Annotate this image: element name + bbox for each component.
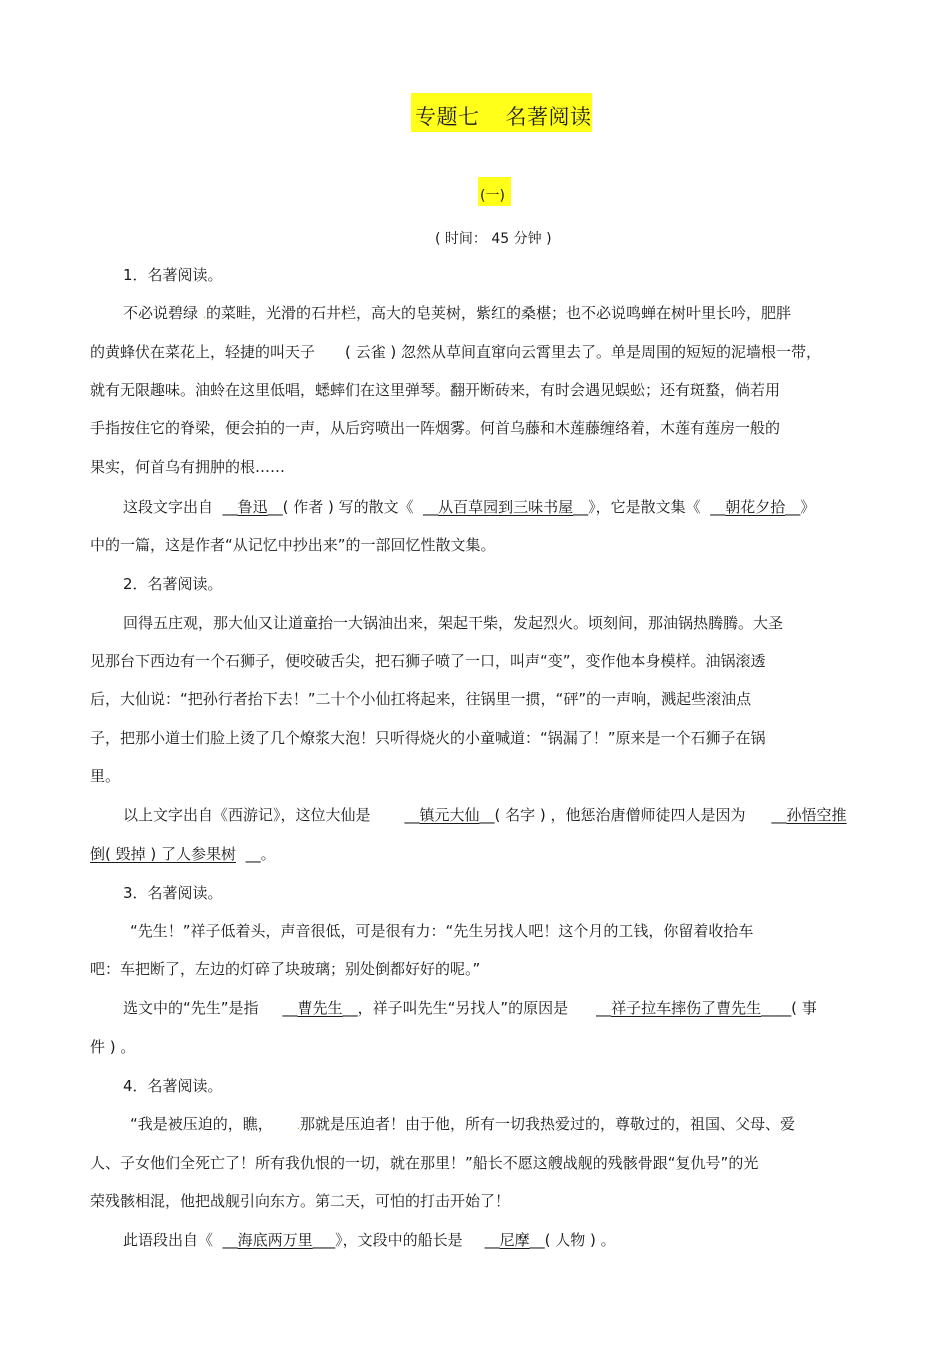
- emphasis-mark: .: [296, 1121, 300, 1132]
- q2-passage-line: 里。: [90, 767, 121, 785]
- q1-essay-tail: __》，它是散文集《: [573, 498, 701, 516]
- q2-answer-reason-1: 孙悟空推: [786, 806, 847, 824]
- q2-answer-reason-2: 倒( 毁掉 ) 了人参果树: [90, 845, 237, 863]
- q3-passage-line: “先生！”祥子低着头，声音很低，可是很有力：“先生另找人吧！这个月的工钱，你留着收拾车: [130, 922, 754, 940]
- q2-answer-line2: [90, 843, 276, 864]
- page-title: [415, 101, 592, 131]
- blank-lead: __: [222, 1231, 238, 1249]
- q3-person-tail: __，祥子叫先生“另找人”的原因是: [342, 999, 569, 1017]
- q4-answer-line: [123, 1229, 616, 1250]
- q1-line1-start: 不必说碧绿: [123, 304, 199, 322]
- q4-captain-tail: __( 人物 ) 。: [529, 1231, 616, 1249]
- q3-answer-line: [123, 997, 817, 1018]
- time-note: ( 时间： 45 分钟 ): [435, 231, 552, 247]
- q3-answer-person: 曹先生: [297, 999, 343, 1017]
- q1-answer-line: [123, 496, 815, 517]
- q1-heading: 1．名著阅读。: [123, 266, 223, 284]
- q2-answer-prefix: 以上文字出自《西游记》，这位大仙是: [123, 806, 371, 824]
- blank-lead: __: [596, 999, 612, 1017]
- q1-answer-line2: 中的一篇，这是作者“从记忆中抄出来”的一部回忆性散文集。: [90, 536, 496, 554]
- q3-answer-event: 祥子拉车摔伤了曹先生: [611, 999, 762, 1017]
- q1-passage-line: [123, 302, 791, 323]
- q2-passage-line: 后，大仙说：“把孙行者抬下去！”二十个小仙扛将起来，往锅里一掼，“砰”的一声响，溅起些滚油点: [90, 690, 752, 708]
- q4-heading: 4．名著阅读。: [123, 1077, 223, 1095]
- q4-passage-line: [130, 1113, 795, 1134]
- q3-answer-prefix: 选文中的“先生”是指: [123, 999, 259, 1017]
- blank-lead: __: [282, 999, 298, 1017]
- q1-line1-rest: 的菜畦，光滑的石井栏，高大的皂荚树，紫红的桑椹；也不必说鸣蝉在树叶里长吟，肥胖: [205, 304, 791, 322]
- q1-passage-line: 就有无限趣味。油蛉在这里低唱，蟋蟀们在这里弹琴。翻开断砖来，有时会遇见蜈蚣；还有斑蝥，倘若用: [90, 381, 781, 399]
- q3-passage-line: 吧：车把断了，左边的灯碎了块玻璃；别处倒都好好的呢。”: [90, 960, 481, 978]
- q3-answer-line2: 件 ) 。: [90, 1038, 136, 1056]
- q2-immortal-tail: __( 名字 ) ，他惩治唐僧师徒四人是因为: [479, 806, 746, 824]
- emphasis-mark: .: [202, 310, 206, 321]
- q3-event-tail: ____( 事: [761, 999, 817, 1017]
- q1-line2-start: 的黄蜂伏在菜花上，轻捷的叫天子: [90, 343, 316, 361]
- blank-lead: __: [484, 1231, 500, 1249]
- q2-heading: 2．名著阅读。: [123, 575, 223, 593]
- q1-author-tail: __( 作者 ) 写的散文《: [267, 498, 414, 516]
- blank-lead: __: [404, 806, 420, 824]
- q1-answer-essay: 从百草园到三味书屋: [438, 498, 574, 516]
- q1-answer-collection: 朝花夕拾: [725, 498, 786, 516]
- q3-heading: 3．名著阅读。: [123, 884, 223, 902]
- q2-answer-immortal: 镇元大仙: [419, 806, 480, 824]
- q4-book-tail: ___》，文段中的船长是: [312, 1231, 463, 1249]
- blank-lead: __: [423, 498, 439, 516]
- q2-passage-line: 回得五庄观，那大仙又让道童抬一大锅油出来，架起干柴，发起烈火。顷刻间，那油锅热腾腾。大圣: [123, 614, 784, 632]
- q4-passage-line: 荣残骸相混，他把战舰引向东方。第二天，可怕的打击开始了！: [90, 1192, 511, 1210]
- blank-lead: __: [771, 806, 787, 824]
- blank-lead: __: [222, 498, 238, 516]
- q4-line1-start: “我是被压迫的，瞧，: [130, 1115, 273, 1133]
- q4-answer-book: 海底两万里: [237, 1231, 313, 1249]
- q2-passage-line: 见那台下西边有一个石狮子，便咬破舌尖，把石狮子喷了一口，叫声“变”，变作他本身模样。油锅滚透: [90, 652, 766, 670]
- q4-line1-end: 那就是压迫者！由于他，所有一切我热爱过的，尊敬过的，祖国、父母、爱: [299, 1115, 795, 1133]
- section-label: (一): [480, 188, 505, 204]
- q1-passage-line: 手指按住它的脊梁，便会拍的一声，从后窍喷出一阵烟雾。何首乌藤和木莲藤缠络着，木莲有莲房一般的: [90, 419, 781, 437]
- q1-answer-author: 鲁迅: [237, 498, 268, 516]
- q1-passage-line: 果实，何首乌有拥肿的根……: [90, 458, 286, 476]
- q1-answer-prefix: 这段文字出自: [123, 498, 214, 516]
- q4-answer-captain: 尼摩: [499, 1231, 530, 1249]
- q2-answer-line: [123, 804, 847, 825]
- title-topic: 专题七: [415, 105, 480, 129]
- q2-passage-line: 子，把那小道士们脸上烫了几个燎浆大泡！只听得烧火的小童喊道：“锅漏了！”原来是一个石狮子在锅: [90, 729, 766, 747]
- q1-line2-rest: ( 云雀 ) 忽然从草间直窜向云霄里去了。单是周围的短短的泥墙根一带，: [345, 343, 822, 361]
- q2-reason-tail: __。: [245, 845, 276, 863]
- title-subject: 名著阅读: [505, 105, 592, 129]
- blank-lead: __: [710, 498, 726, 516]
- q4-answer-prefix: 此语段出自《: [123, 1231, 214, 1249]
- q1-collection-tail: __》: [785, 498, 816, 516]
- q1-passage-line: [90, 341, 821, 362]
- q4-passage-line: 人、子女他们全死亡了！所有我仇恨的一切，就在那里！”船长不愿这艘战舰的残骸骨跟“复仇号”的光: [90, 1154, 759, 1172]
